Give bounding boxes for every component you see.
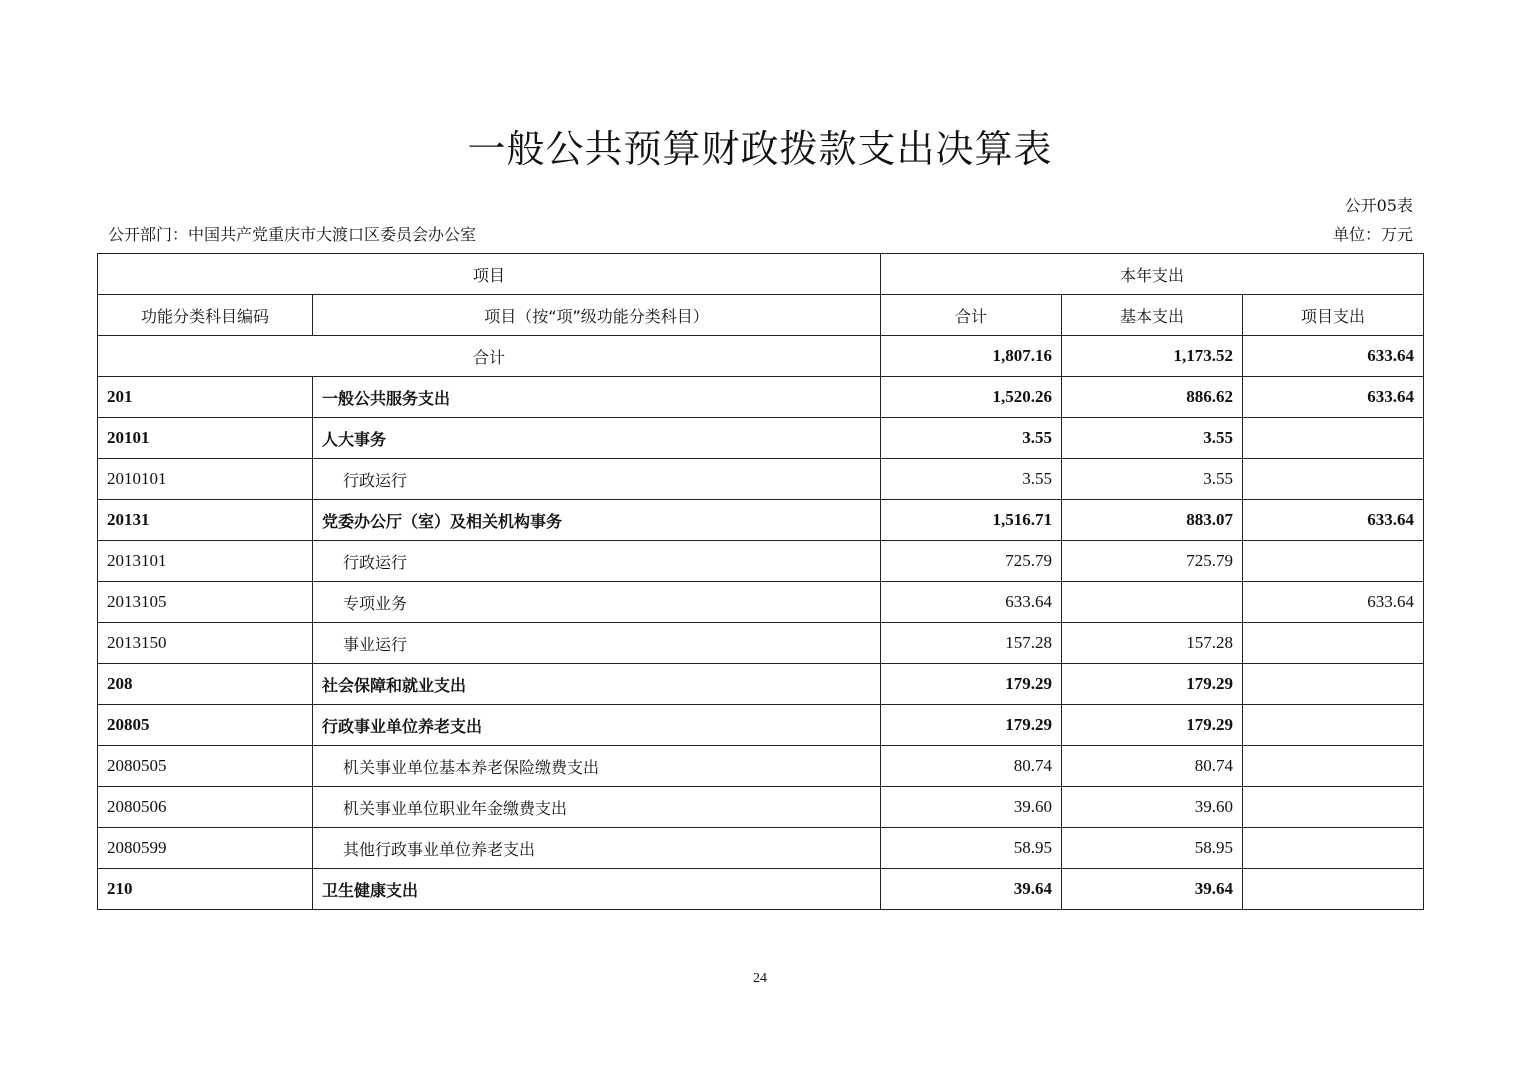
total-cell: 58.95 [881,828,1062,869]
project-cell [1243,787,1424,828]
project-cell [1243,459,1424,500]
table-row [98,705,1424,746]
code-cell: 20805 [98,705,313,746]
page-title: 一般公共预算财政拨款支出决算表 [467,127,1053,171]
total-project: 633.64 [1243,336,1424,377]
total-cell: 157.28 [881,623,1062,664]
expenditure-table [97,253,1424,910]
total-basic: 1,173.52 [1062,336,1243,377]
table-row [98,541,1424,582]
table-row [98,623,1424,664]
total-cell: 633.64 [881,582,1062,623]
header-item: 项目 [98,254,881,295]
table-row [98,500,1424,541]
basic-cell: 883.07 [1062,500,1243,541]
page-number: 24 [753,971,767,986]
project-cell: 633.64 [1243,500,1424,541]
project-cell [1243,705,1424,746]
table-row [98,377,1424,418]
name-cell: 一般公共服务支出 [313,377,881,418]
total-cell: 1,516.71 [881,500,1062,541]
header-total: 合计 [881,295,1062,336]
name-cell: 党委办公厅（室）及相关机构事务 [313,500,881,541]
form-number: 公开05表 [1344,196,1413,215]
name-cell: 机关事业单位基本养老保险缴费支出 [313,746,881,787]
total-label: 合计 [98,336,881,377]
total-row [98,336,1424,377]
total-cell: 725.79 [881,541,1062,582]
subheader-row [98,295,1424,336]
project-cell [1243,541,1424,582]
total-cell: 1,520.26 [881,377,1062,418]
code-cell: 2080599 [98,828,313,869]
code-cell: 2010101 [98,459,313,500]
basic-cell: 3.55 [1062,418,1243,459]
table-row [98,418,1424,459]
total-cell: 3.55 [881,418,1062,459]
project-cell: 633.64 [1243,377,1424,418]
code-cell: 20101 [98,418,313,459]
project-cell [1243,664,1424,705]
code-cell: 2080506 [98,787,313,828]
table-row [98,787,1424,828]
header-project: 项目支出 [1243,295,1424,336]
header-item-name: 项目（按“项”级功能分类科目） [313,295,881,336]
table-row [98,746,1424,787]
table-row [98,664,1424,705]
basic-cell: 179.29 [1062,664,1243,705]
unit-label: 单位：万元 [1332,225,1413,244]
code-cell: 208 [98,664,313,705]
basic-cell: 886.62 [1062,377,1243,418]
code-cell: 2080505 [98,746,313,787]
project-cell [1243,869,1424,910]
basic-cell: 157.28 [1062,623,1243,664]
total-cell: 39.64 [881,869,1062,910]
table-row [98,869,1424,910]
project-cell [1243,828,1424,869]
name-cell: 其他行政事业单位养老支出 [313,828,881,869]
total-cell: 179.29 [881,705,1062,746]
header-code: 功能分类科目编码 [98,295,313,336]
code-cell: 2013150 [98,623,313,664]
name-cell: 事业运行 [313,623,881,664]
code-cell: 2013101 [98,541,313,582]
total-cell: 39.60 [881,787,1062,828]
basic-cell [1062,582,1243,623]
table-row [98,459,1424,500]
basic-cell: 725.79 [1062,541,1243,582]
header-current-year: 本年支出 [881,254,1424,295]
name-cell: 卫生健康支出 [313,869,881,910]
project-cell [1243,746,1424,787]
name-cell: 行政事业单位养老支出 [313,705,881,746]
project-cell [1243,418,1424,459]
total-cell: 179.29 [881,664,1062,705]
header-basic: 基本支出 [1062,295,1243,336]
name-cell: 专项业务 [313,582,881,623]
department-label: 公开部门：中国共产党重庆市大渡口区委员会办公室 [108,225,477,244]
basic-cell: 80.74 [1062,746,1243,787]
basic-cell: 39.64 [1062,869,1243,910]
basic-cell: 179.29 [1062,705,1243,746]
code-cell: 20131 [98,500,313,541]
table-row [98,582,1424,623]
code-cell: 201 [98,377,313,418]
project-cell [1243,623,1424,664]
code-cell: 2013105 [98,582,313,623]
total-cell: 3.55 [881,459,1062,500]
project-cell: 633.64 [1243,582,1424,623]
basic-cell: 58.95 [1062,828,1243,869]
total-cell: 80.74 [881,746,1062,787]
code-cell: 210 [98,869,313,910]
table-row [98,828,1424,869]
basic-cell: 39.60 [1062,787,1243,828]
name-cell: 行政运行 [313,459,881,500]
name-cell: 社会保障和就业支出 [313,664,881,705]
name-cell: 行政运行 [313,541,881,582]
name-cell: 机关事业单位职业年金缴费支出 [313,787,881,828]
basic-cell: 3.55 [1062,459,1243,500]
name-cell: 人大事务 [313,418,881,459]
header-row [98,254,1424,295]
total-total: 1,807.16 [881,336,1062,377]
